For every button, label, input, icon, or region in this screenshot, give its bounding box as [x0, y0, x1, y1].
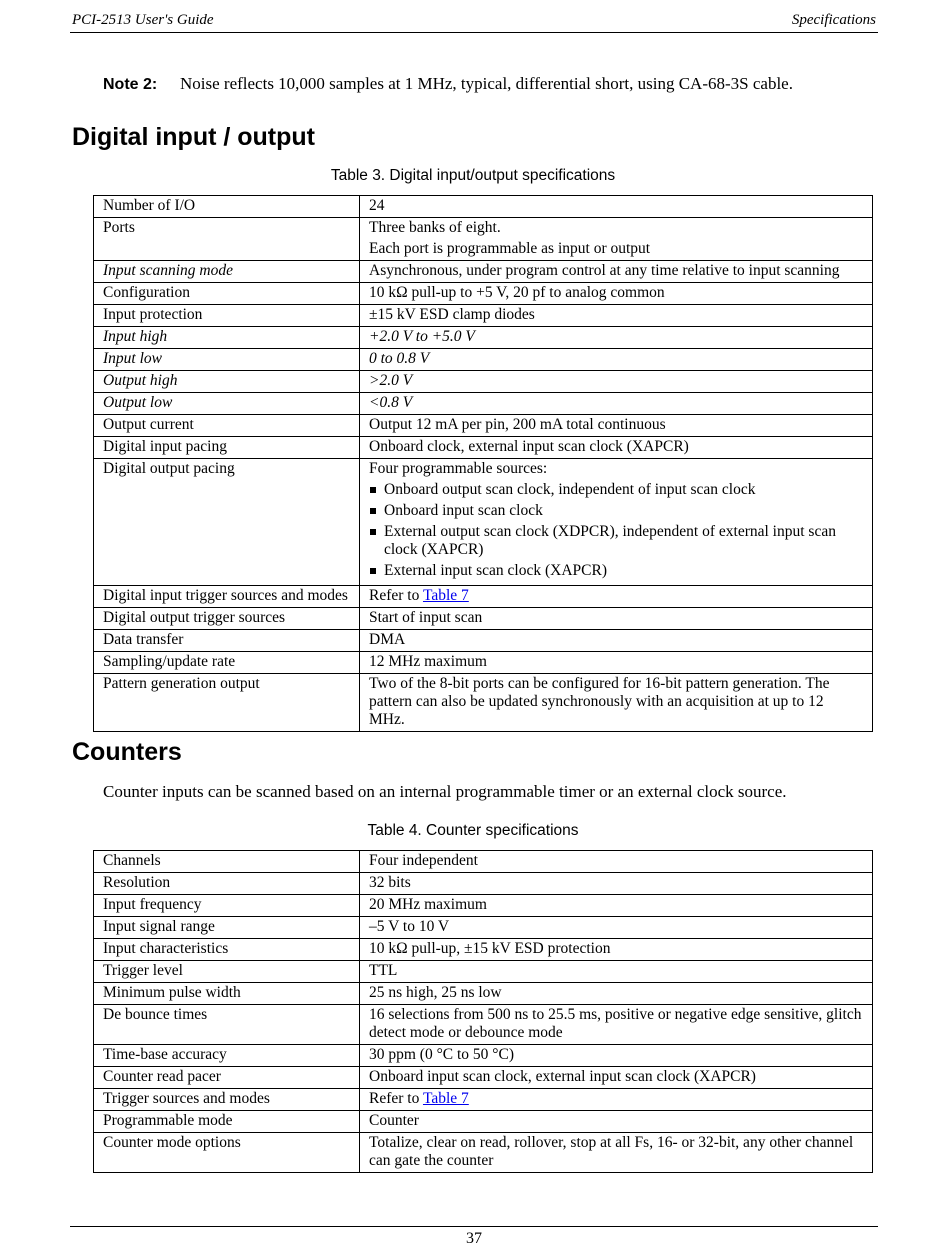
row-value: Asynchronous, under program control at any time relative to input scanning: [360, 261, 873, 283]
row-label: Time-base accuracy: [94, 1045, 360, 1067]
row-value: [360, 586, 873, 608]
output-pacing-sources-list: [369, 481, 863, 580]
table-row: [94, 630, 873, 652]
table-row: [94, 1111, 873, 1133]
row-value: +2.0 V to +5.0 V: [360, 327, 873, 349]
row-label: Configuration: [94, 283, 360, 305]
section-title-counters: Counters: [72, 738, 182, 766]
row-label: Digital output trigger sources: [94, 608, 360, 630]
page-header: [70, 10, 878, 33]
list-item: Onboard input scan clock: [369, 502, 863, 520]
row-label: Pattern generation output: [94, 674, 360, 732]
row-label: Trigger sources and modes: [94, 1089, 360, 1111]
row-value: Onboard input scan clock, external input scan clock (XAPCR): [360, 1067, 873, 1089]
table-row: [94, 939, 873, 961]
table-row: [94, 873, 873, 895]
row-label: Number of I/O: [94, 196, 360, 218]
note-label: Note 2:: [103, 76, 158, 93]
table-row: [94, 327, 873, 349]
row-value: Four independent: [360, 851, 873, 873]
row-label: Programmable mode: [94, 1111, 360, 1133]
header-section-name: Specifications: [791, 12, 876, 28]
row-value: Two of the 8-bit ports can be configured for 16-bit pattern generation. The pattern can also be updated synchronously with an acquisition at up to 12 MHz.: [360, 674, 873, 732]
row-label: Counter read pacer: [94, 1067, 360, 1089]
row-label: Resolution: [94, 873, 360, 895]
row-value: >2.0 V: [360, 371, 873, 393]
note-2: [103, 74, 793, 94]
row-label: Output current: [94, 415, 360, 437]
row-value: 0 to 0.8 V: [360, 349, 873, 371]
table-row: [94, 586, 873, 608]
row-value: Totalize, clear on read, rollover, stop at all Fs, 16- or 32-bit, any other channel can gate the counter: [360, 1133, 873, 1173]
table-row: [94, 983, 873, 1005]
table-row: [94, 459, 873, 586]
row-value: Onboard clock, external input scan clock (XAPCR): [360, 437, 873, 459]
row-label: Input characteristics: [94, 939, 360, 961]
ports-value-line-2: Each port is programmable as input or output: [369, 240, 651, 257]
row-value: 10 kΩ pull-up, ±15 kV ESD protection: [360, 939, 873, 961]
table-row: [94, 917, 873, 939]
refer-to-text: Refer to: [369, 587, 420, 604]
counter-table: [93, 850, 873, 1173]
table-4-caption: Table 4. Counter specifications: [367, 822, 579, 839]
table-row: [94, 1067, 873, 1089]
table-row: [94, 895, 873, 917]
table-row: [94, 437, 873, 459]
table-row: [94, 349, 873, 371]
section-title-digital-io: Digital input / output: [72, 123, 315, 151]
row-label: Sampling/update rate: [94, 652, 360, 674]
table-row: [94, 652, 873, 674]
note-text: Noise reflects 10,000 samples at 1 MHz, typical, differential short, using CA-68-3S cable.: [180, 74, 793, 93]
row-label: Input low: [94, 349, 360, 371]
row-value: TTL: [360, 961, 873, 983]
row-value: [360, 218, 873, 261]
row-label: Minimum pulse width: [94, 983, 360, 1005]
row-value: 25 ns high, 25 ns low: [360, 983, 873, 1005]
row-label: Input high: [94, 327, 360, 349]
counters-intro: Counter inputs can be scanned based on an internal programmable timer or an external clock source.: [103, 782, 787, 801]
table-row: [94, 851, 873, 873]
table-row: [94, 415, 873, 437]
output-pacing-intro: Four programmable sources:: [369, 460, 548, 477]
table-row: [94, 1005, 873, 1045]
row-value: Counter: [360, 1111, 873, 1133]
row-value: 20 MHz maximum: [360, 895, 873, 917]
table-row: [94, 261, 873, 283]
row-label: De bounce times: [94, 1005, 360, 1045]
row-label: Trigger level: [94, 961, 360, 983]
row-label: Output high: [94, 371, 360, 393]
table-3-caption: Table 3. Digital input/output specifications: [330, 167, 616, 184]
table-row: [94, 608, 873, 630]
row-label: Output low: [94, 393, 360, 415]
table-row: [94, 1045, 873, 1067]
row-label: Digital input pacing: [94, 437, 360, 459]
row-value: Start of input scan: [360, 608, 873, 630]
table-row: [94, 283, 873, 305]
table-row: [94, 305, 873, 327]
row-label: Input signal range: [94, 917, 360, 939]
row-label: Counter mode options: [94, 1133, 360, 1173]
row-value: 16 selections from 500 ns to 25.5 ms, positive or negative edge sensitive, glitch detect mode or debounce mode: [360, 1005, 873, 1045]
table-row: [94, 393, 873, 415]
table-row: [94, 218, 873, 261]
row-label: Digital input trigger sources and modes: [94, 586, 360, 608]
table-row: [94, 961, 873, 983]
row-value: 32 bits: [360, 873, 873, 895]
page-footer: [70, 1226, 878, 1248]
table-row: [94, 1089, 873, 1111]
digital-io-table: [93, 195, 873, 732]
list-item: External input scan clock (XAPCR): [369, 562, 863, 580]
refer-to-text: Refer to: [369, 1090, 420, 1107]
table-row: [94, 371, 873, 393]
row-value: <0.8 V: [360, 393, 873, 415]
row-label: Input scanning mode: [94, 261, 360, 283]
page-number: 37: [466, 1230, 482, 1247]
row-value: [360, 459, 873, 586]
row-value: Output 12 mA per pin, 200 mA total continuous: [360, 415, 873, 437]
table-row: [94, 196, 873, 218]
row-label: Channels: [94, 851, 360, 873]
table-7-link[interactable]: Table 7: [422, 587, 469, 604]
row-label: Input frequency: [94, 895, 360, 917]
row-value: –5 V to 10 V: [360, 917, 873, 939]
row-label: Input protection: [94, 305, 360, 327]
row-label: Data transfer: [94, 630, 360, 652]
row-value: DMA: [360, 630, 873, 652]
row-value: 24: [360, 196, 873, 218]
row-label: Ports: [94, 218, 360, 261]
table-row: [94, 674, 873, 732]
row-value: ±15 kV ESD clamp diodes: [360, 305, 873, 327]
list-item: External output scan clock (XDPCR), independent of external input scan clock (XAPCR): [369, 523, 863, 559]
row-value: 10 kΩ pull-up to +5 V, 20 pf to analog common: [360, 283, 873, 305]
list-item: Onboard output scan clock, independent of input scan clock: [369, 481, 863, 499]
header-doc-title: PCI-2513 User's Guide: [72, 12, 214, 28]
row-label: Digital output pacing: [94, 459, 360, 586]
table-7-link[interactable]: Table 7: [422, 1090, 469, 1107]
ports-value-line-1: Three banks of eight.: [369, 219, 501, 236]
table-row: [94, 1133, 873, 1173]
row-value: [360, 1089, 873, 1111]
row-value: 30 ppm (0 °C to 50 °C): [360, 1045, 873, 1067]
row-value: 12 MHz maximum: [360, 652, 873, 674]
